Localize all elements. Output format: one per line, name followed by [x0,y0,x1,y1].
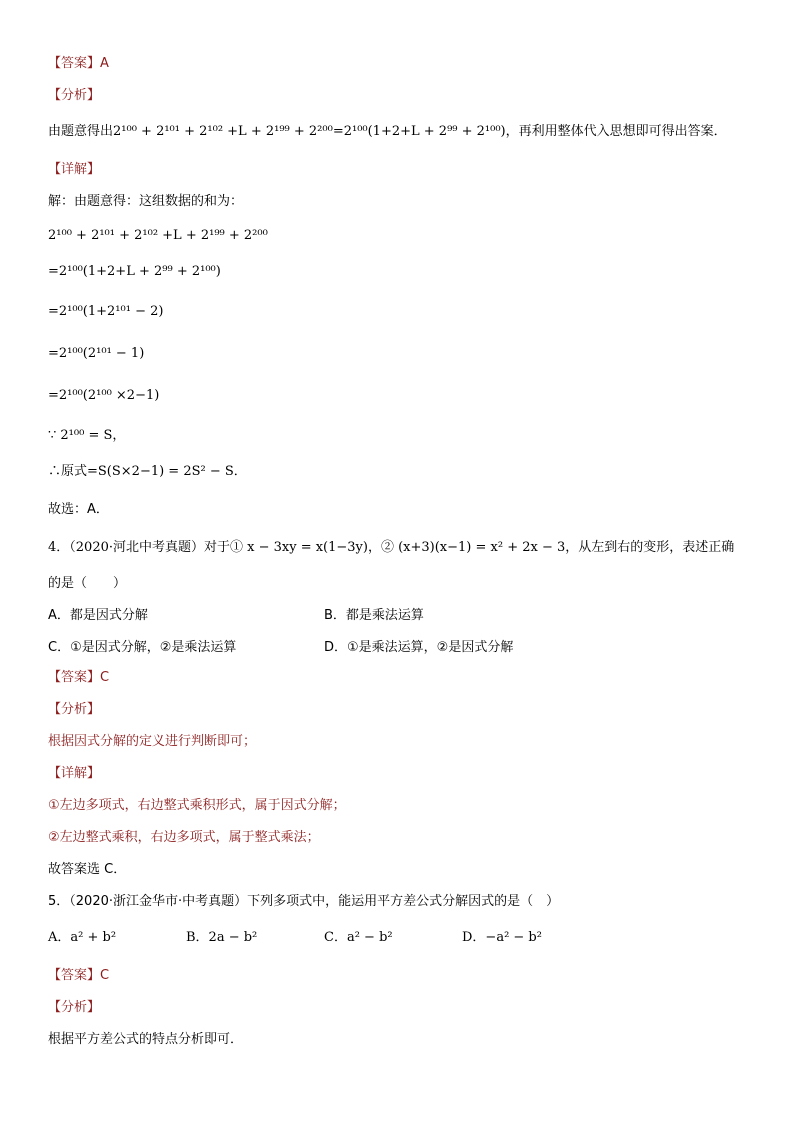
question-5-stem: 5．（2020·浙江金华市·中考真题）下列多项式中，能运用平方差公式分解因式的是（ ） [48,894,560,909]
question-4-detail-label: 【详解】 [48,766,101,781]
solution-step: ∴原式=S(S×2−1) = 2S² − S． [48,464,247,479]
solution-step: =2¹⁰⁰(1+2¹⁰¹ − 2) [48,304,164,319]
question-4-stem: 4．（2020·河北中考真题）对于① x − 3xy = x(1−3y)，② (x+3)(x−1) = x² + 2x − 3，从左到右的变形，表述正确 [48,540,735,555]
detail-label: 【详解】 [48,162,101,177]
question-5-option-d: D．−a² − b² [462,930,542,945]
analysis-label: 【分析】 [48,88,101,103]
solution-step: ∵ 2¹⁰⁰ = S， [48,428,126,443]
question-4-option-d: D．①是乘法运算，②是因式分解 [324,640,514,655]
question-4-option-a: A．都是因式分解 [48,608,148,623]
question-4-answer-label: 【答案】C [48,670,110,685]
solution-conclusion: 故选：A． [48,502,109,517]
question-5-answer-label: 【答案】C [48,968,110,983]
question-4-analysis-label: 【分析】 [48,702,101,717]
question-4-conclusion: 故答案选 C． [48,862,127,877]
question-5-option-b: B．2a − b² [186,930,258,945]
solution-step: =2¹⁰⁰(2¹⁰⁰ ×2−1) [48,388,160,403]
solution-step: 解：由题意得：这组数据的和为： [48,194,244,209]
solution-step: =2¹⁰⁰(1+2+L + 2⁹⁹ + 2¹⁰⁰) [48,264,221,279]
question-5-option-a: A．a² + b² [48,930,117,945]
solution-step: =2¹⁰⁰(2¹⁰¹ − 1) [48,346,145,361]
question-4-option-b: B．都是乘法运算 [324,608,424,623]
question-5-analysis-text: 根据平方差公式的特点分析即可． [48,1032,244,1047]
question-5-option-c: C．a² − b² [324,930,393,945]
solution-step: 2¹⁰⁰ + 2¹⁰¹ + 2¹⁰² +L + 2¹⁹⁹ + 2²⁰⁰ [48,228,268,243]
question-4-detail-line: ②左边整式乘积，右边多项式，属于整式乘法； [48,830,320,845]
question-5-analysis-label: 【分析】 [48,1000,101,1015]
answer-label: 【答案】A [48,56,109,71]
question-4-stem-cont: 的是（ ） [48,576,127,591]
question-4-analysis-text: 根据因式分解的定义进行判断即可； [48,734,257,749]
question-4-detail-line: ①左边多项式，右边整式乘积形式，属于因式分解； [48,798,346,813]
analysis-text: 由题意得出2¹⁰⁰ + 2¹⁰¹ + 2¹⁰² +L + 2¹⁹⁹ + 2²⁰⁰=2¹⁰⁰(1+2+L + 2⁹⁹ + 2¹⁰⁰)，再利用整体代入思想即可得出答案． [48,124,727,139]
question-4-option-c: C．①是因式分解，②是乘法运算 [48,640,237,655]
